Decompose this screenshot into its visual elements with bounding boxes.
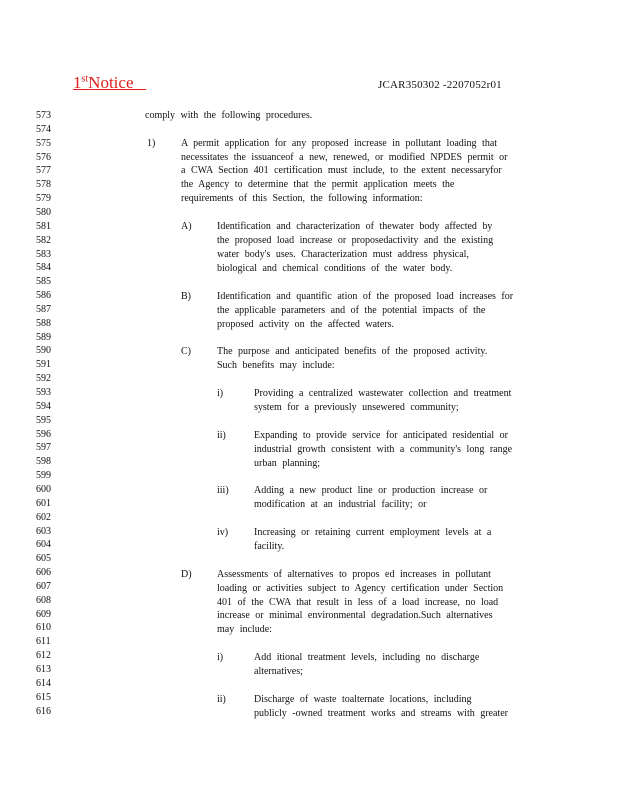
line-number: 590 xyxy=(36,345,51,357)
line-number: 607 xyxy=(36,580,51,592)
line-number: 603 xyxy=(36,525,51,537)
line-number: 585 xyxy=(36,276,51,288)
text-line-582: the proposed load increase or proposedactivity and the existing xyxy=(217,235,494,246)
text-line-601: modification at an industrial facility; or xyxy=(254,499,427,510)
line-number: 593 xyxy=(36,387,51,398)
line-number: 615 xyxy=(36,691,51,703)
line-number: 574 xyxy=(36,123,51,135)
text-line-590: The purpose and anticipated benefits of the proposed activity. xyxy=(217,346,488,357)
text-line-578: the Agency to determine that the permit application meets the xyxy=(181,179,455,190)
text-line-608: 401 of the CWA that result in less of a load increase, no load xyxy=(217,597,499,608)
text-line-581: Identification and characterization of thewater body affected by xyxy=(217,221,493,232)
line-number: 597 xyxy=(36,442,51,454)
item-marker-d: D) xyxy=(181,569,192,580)
line-number: 599 xyxy=(36,470,51,482)
document-id: JCAR350302 -2207052r01 xyxy=(378,79,502,91)
text-line-576: necessitates the issuanceof a new, renewed, or modified NPDES permit or xyxy=(181,152,508,163)
text-line-607: loading or activities subject to Agency certification under Section xyxy=(217,583,504,594)
line-number: 610 xyxy=(36,622,51,634)
text-line-579: requirements of this Section, the following information: xyxy=(181,193,423,204)
line-number: 584 xyxy=(36,262,51,274)
text-line-594: system for a previously unsewered community; xyxy=(254,402,459,413)
notice-prefix: 1 xyxy=(73,73,82,92)
line-number: 612 xyxy=(36,650,51,662)
item-marker-a: A) xyxy=(181,221,192,232)
line-number: 587 xyxy=(36,303,51,315)
line-number: 613 xyxy=(36,664,51,675)
line-number: 609 xyxy=(36,608,51,620)
line-number: 598 xyxy=(36,456,51,468)
line-number: 577 xyxy=(36,165,51,177)
line-number: 614 xyxy=(36,677,51,689)
line-number: 580 xyxy=(36,206,51,218)
item-marker-d-ii: ii) xyxy=(217,694,226,705)
item-marker-d-i: i) xyxy=(217,652,224,663)
line-number: 588 xyxy=(36,317,51,329)
line-number: 608 xyxy=(36,594,51,606)
text-line-609: increase or minimal environmental degradation.Such alternatives xyxy=(217,610,493,621)
line-number: 578 xyxy=(36,179,51,191)
notice-superscript: st xyxy=(81,73,89,85)
line-number: 600 xyxy=(36,483,51,495)
line-number: 602 xyxy=(36,511,51,523)
line-number: 605 xyxy=(36,553,51,565)
text-line-616: publicly -owned treatment works and streams with greater xyxy=(254,708,508,719)
line-number: 591 xyxy=(36,359,51,371)
line-number: 576 xyxy=(36,151,51,163)
line-number: 581 xyxy=(36,220,51,232)
text-line-596: Expanding to provide service for anticipated residential or xyxy=(254,430,508,441)
line-number: 616 xyxy=(36,705,51,717)
line-number: 575 xyxy=(36,137,51,149)
text-line-586: Identification and quantific ation of the proposed load increases for xyxy=(217,291,514,302)
text-line-587: the applicable parameters and of the potential impacts of the xyxy=(217,305,486,316)
text-line-583: water body's uses. Characterization must address physical, xyxy=(217,249,469,260)
text-line-606: Assessments of alternatives to propos ed increases in pollutant xyxy=(217,569,491,580)
text-line-573: comply with the following procedures. xyxy=(145,110,313,121)
text-line-603: Increasing or retaining current employment levels at a xyxy=(254,527,492,538)
text-line-597: industrial growth consistent with a community's long range xyxy=(254,444,513,455)
item-marker-c: C) xyxy=(181,346,191,357)
text-line-600: Adding a new product line or production increase or xyxy=(254,485,488,496)
line-number: 594 xyxy=(36,400,51,412)
text-line-615: Discharge of waste toalternate locations, including xyxy=(254,694,472,705)
line-number: 611 xyxy=(36,636,51,648)
text-line-577: a CWA Section 401 certification must include, to the extent necessaryfor xyxy=(181,165,502,176)
text-line-584: biological and chemical conditions of the water body. xyxy=(217,263,453,274)
line-number: 583 xyxy=(36,248,51,260)
item-marker-c-i: i) xyxy=(217,388,224,399)
line-number: 592 xyxy=(36,373,51,385)
line-number: 595 xyxy=(36,414,51,426)
text-line-575: A permit application for any proposed increase in pollutant loading that xyxy=(181,138,498,149)
text-line-593: Providing a centralized wastewater collection and treatment xyxy=(254,388,512,399)
text-line-610: may include: xyxy=(217,624,272,635)
line-number: 589 xyxy=(36,331,51,343)
item-marker-c-iv: iv) xyxy=(217,527,229,538)
item-marker-b: B) xyxy=(181,291,191,302)
line-number: 586 xyxy=(36,290,51,301)
notice-word: Notice xyxy=(88,73,134,92)
line-number: 582 xyxy=(36,234,51,246)
item-marker-c-ii: ii) xyxy=(217,430,226,441)
text-line-613: alternatives; xyxy=(254,666,303,677)
item-marker-1: 1) xyxy=(147,138,156,149)
text-line-598: urban planning; xyxy=(254,458,321,469)
line-number: 604 xyxy=(36,539,51,551)
line-number: 606 xyxy=(36,567,51,578)
text-line-591: Such benefits may include: xyxy=(217,360,335,371)
line-number: 573 xyxy=(36,110,51,121)
line-number: 596 xyxy=(36,428,51,440)
text-line-588: proposed activity on the affected waters. xyxy=(217,319,394,330)
item-marker-c-iii: iii) xyxy=(217,485,229,496)
first-notice-label xyxy=(73,73,146,93)
line-number: 579 xyxy=(36,193,51,205)
text-line-612: Add itional treatment levels, including no discharge xyxy=(254,652,480,663)
text-line-604: facility. xyxy=(254,541,285,552)
line-number: 601 xyxy=(36,497,51,509)
